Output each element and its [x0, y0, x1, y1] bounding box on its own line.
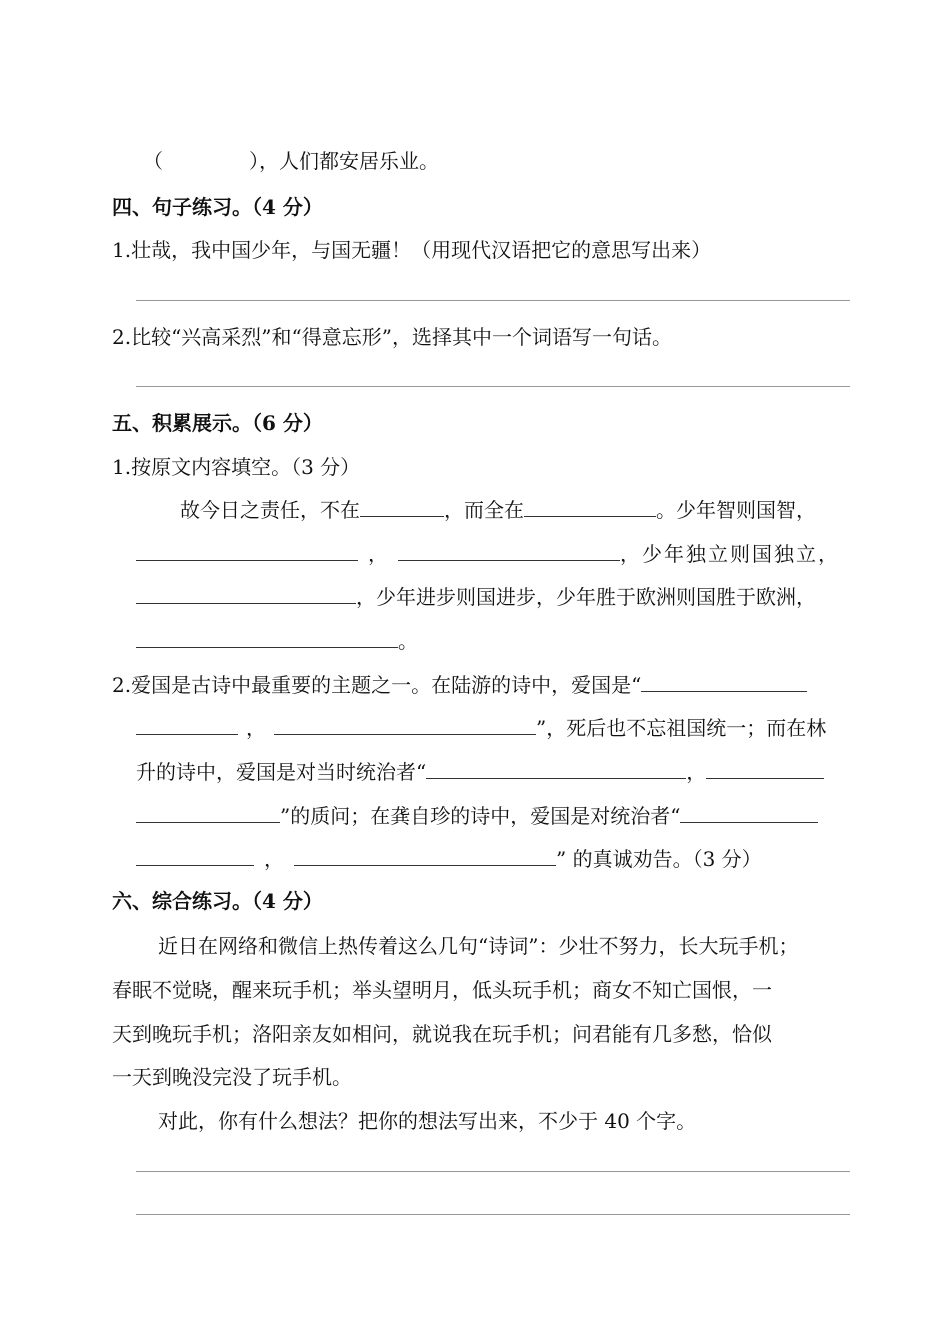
sec6-paragraph-line: 一天到晚没完没了玩手机。: [112, 1065, 352, 1089]
answer-line[interactable]: [136, 1214, 850, 1215]
answer-line[interactable]: [136, 300, 850, 301]
fill-line-1: [180, 496, 816, 524]
fill-blank[interactable]: [524, 496, 656, 517]
fill-text: ，: [368, 542, 388, 566]
paren-open: （: [143, 149, 163, 173]
sec5-q2-line-2: [136, 714, 826, 742]
answer-line[interactable]: [136, 386, 850, 387]
fill-blank[interactable]: [360, 496, 444, 517]
sec6-paragraph-line: 近日在网络和微信上热传着这么几句“诗词”：少壮不努力，长大玩手机；: [158, 934, 799, 958]
fill-text: 故今日之责任，不在: [180, 498, 360, 522]
sec5-q2-line-1: [112, 671, 807, 699]
fill-blank[interactable]: [706, 758, 824, 779]
sec6-paragraph-line: 天到晚玩手机；洛阳亲友如相问，就说我在玩手机；问君能有几多愁，恰似: [112, 1022, 772, 1046]
top-fill-line: [143, 147, 439, 175]
paren-close-text: ），人们都安居乐业。: [249, 149, 439, 173]
sec6-prompt: 对此，你有什么想法？把你的想法写出来，不少于 40 个字。: [158, 1109, 697, 1133]
sec5-question-1: 1.按原文内容填空。（3 分）: [112, 455, 361, 479]
fill-blank[interactable]: [136, 627, 398, 648]
fill-text: 升的诗中，爱国是对当时统治者“: [136, 760, 427, 784]
fill-line-4: [136, 627, 418, 655]
fill-text: ，少年独立则国独立，: [620, 542, 840, 566]
fill-blank[interactable]: [426, 758, 686, 779]
answer-line[interactable]: [136, 1171, 850, 1172]
sec5-q2-line-4: [136, 802, 818, 830]
fill-text: ，: [246, 716, 266, 740]
fill-blank[interactable]: [136, 845, 254, 866]
fill-text: ，: [686, 760, 707, 784]
fill-text: ”的质问；在龚自珍的诗中，爱国是对统治者“: [280, 804, 681, 828]
fill-blank[interactable]: [136, 802, 280, 823]
fill-blank[interactable]: [136, 540, 358, 561]
fill-text: 。: [398, 629, 418, 653]
sec6-paragraph-line: 春眠不觉晓，醒来玩手机；举头望明月，低头玩手机；商女不知亡国恨，一: [112, 978, 772, 1002]
section-5-heading: 五、积累展示。（6 分）: [112, 411, 323, 435]
fill-text: 。少年智则国智，: [656, 498, 816, 522]
sec5-q2-line-5: [136, 845, 762, 873]
sec5-q2-line-3: [136, 758, 824, 786]
fill-text: ，: [264, 847, 284, 871]
fill-blank[interactable]: [641, 671, 807, 692]
fill-blank[interactable]: [398, 540, 620, 561]
section-6-heading: 六、综合练习。（4 分）: [112, 889, 323, 913]
fill-blank[interactable]: [136, 714, 238, 735]
fill-text: 2.爱国是古诗中最重要的主题之一。在陆游的诗中，爱国是“: [112, 673, 642, 697]
fill-text: ” 的真诚劝告。（3 分）: [556, 847, 762, 871]
fill-blank[interactable]: [136, 583, 356, 604]
fill-blank[interactable]: [294, 845, 556, 866]
fill-text: ”，死后也不忘祖国统一；而在林: [536, 716, 827, 740]
section-4-heading: 四、句子练习。（4 分）: [112, 195, 323, 219]
fill-blank[interactable]: [274, 714, 536, 735]
fill-text: ，少年进步则国进步，少年胜于欧洲则国胜于欧洲，: [356, 585, 816, 609]
fill-blank[interactable]: [680, 802, 818, 823]
fill-line-2: [136, 540, 840, 568]
sec4-question-1: 1.壮哉，我中国少年，与国无疆！（用现代汉语把它的意思写出来）: [112, 238, 712, 262]
fill-text: ，而全在: [444, 498, 524, 522]
fill-line-3: [136, 583, 816, 611]
sec4-question-2: 2.比较“兴高采烈”和“得意忘形”，选择其中一个词语写一句话。: [112, 325, 672, 349]
